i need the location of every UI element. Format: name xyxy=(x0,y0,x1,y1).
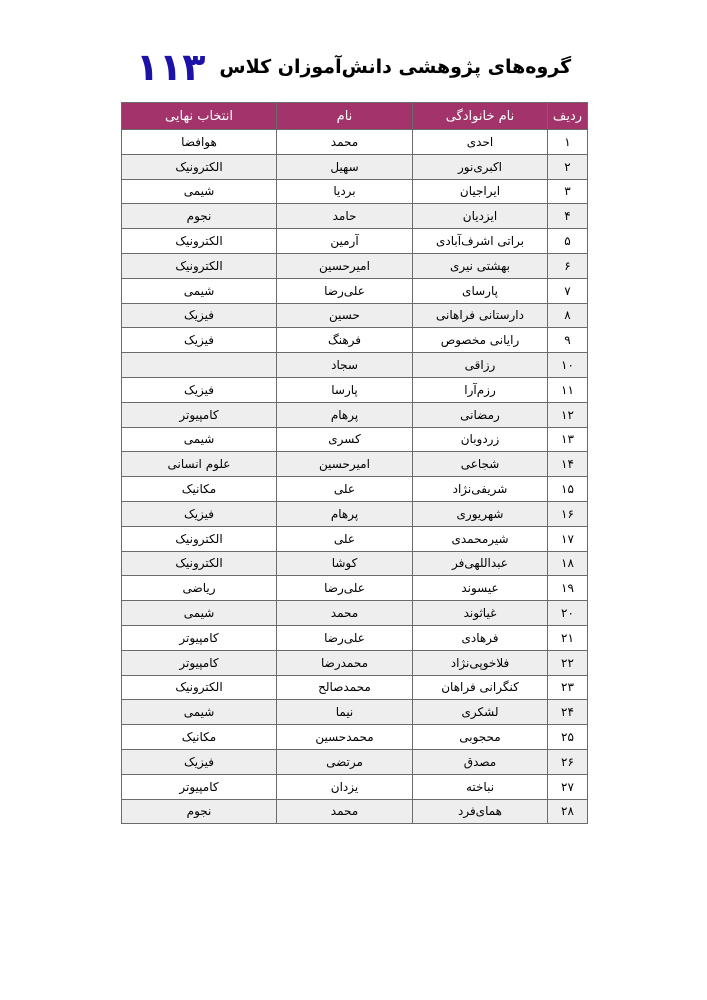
cell-final-choice: کامپیوتر xyxy=(122,774,277,799)
cell-row-number: ۲۵ xyxy=(548,725,588,750)
student-groups-table xyxy=(121,102,588,824)
cell-final-choice: هوافضا xyxy=(122,130,277,155)
cell-row-number: ۶ xyxy=(548,253,588,278)
cell-first-name: محمد xyxy=(277,130,413,155)
cell-first-name: یزدان xyxy=(277,774,413,799)
cell-first-name: بردیا xyxy=(277,179,413,204)
cell-final-choice: کامپیوتر xyxy=(122,625,277,650)
cell-row-number: ۷ xyxy=(548,278,588,303)
cell-family-name: همای‌فرد xyxy=(413,799,548,824)
cell-final-choice: فیزیک xyxy=(122,749,277,774)
cell-row-number: ۲۸ xyxy=(548,799,588,824)
cell-first-name: محمد xyxy=(277,799,413,824)
cell-first-name: علی xyxy=(277,477,413,502)
cell-row-number: ۲۴ xyxy=(548,700,588,725)
cell-row-number: ۱۴ xyxy=(548,452,588,477)
table-row xyxy=(122,427,588,452)
table-row xyxy=(122,402,588,427)
cell-final-choice: ریاضی xyxy=(122,576,277,601)
header-row-number: ردیف xyxy=(548,103,588,130)
cell-family-name: فرهادی xyxy=(413,625,548,650)
table-row xyxy=(122,650,588,675)
cell-first-name: پرهام xyxy=(277,402,413,427)
cell-row-number: ۲۶ xyxy=(548,749,588,774)
cell-row-number: ۱ xyxy=(548,130,588,155)
cell-row-number: ۱۹ xyxy=(548,576,588,601)
cell-final-choice: فیزیک xyxy=(122,501,277,526)
cell-row-number: ۲۷ xyxy=(548,774,588,799)
cell-family-name: غیاثوند xyxy=(413,601,548,626)
table-row xyxy=(122,303,588,328)
table-row xyxy=(122,154,588,179)
cell-first-name: علی‌رضا xyxy=(277,278,413,303)
cell-final-choice: شیمی xyxy=(122,427,277,452)
header-family-name: نام خانوادگی xyxy=(413,103,548,130)
cell-final-choice: مکانیک xyxy=(122,477,277,502)
cell-final-choice: شیمی xyxy=(122,601,277,626)
table-row xyxy=(122,253,588,278)
cell-family-name: رایانی مخصوص xyxy=(413,328,548,353)
table-row xyxy=(122,328,588,353)
table-row xyxy=(122,749,588,774)
cell-final-choice: شیمی xyxy=(122,700,277,725)
cell-final-choice: الکترونیک xyxy=(122,253,277,278)
page-title xyxy=(0,42,707,92)
table-row xyxy=(122,675,588,700)
table-row xyxy=(122,551,588,576)
cell-family-name: شریفی‌نژاد xyxy=(413,477,548,502)
cell-family-name: بهشتی نیری xyxy=(413,253,548,278)
cell-first-name: امیرحسین xyxy=(277,253,413,278)
cell-family-name: احدی xyxy=(413,130,548,155)
cell-row-number: ۹ xyxy=(548,328,588,353)
table-row xyxy=(122,501,588,526)
cell-first-name: سجاد xyxy=(277,353,413,378)
cell-final-choice: الکترونیک xyxy=(122,154,277,179)
cell-family-name: محجوبی xyxy=(413,725,548,750)
cell-final-choice: فیزیک xyxy=(122,328,277,353)
cell-first-name: علی‌رضا xyxy=(277,576,413,601)
cell-final-choice: شیمی xyxy=(122,278,277,303)
cell-first-name: علی‌رضا xyxy=(277,625,413,650)
cell-first-name: محمدصالح xyxy=(277,675,413,700)
table-row xyxy=(122,625,588,650)
cell-final-choice: الکترونیک xyxy=(122,229,277,254)
table-row xyxy=(122,799,588,824)
cell-final-choice xyxy=(122,353,277,378)
table-row xyxy=(122,204,588,229)
table-row xyxy=(122,725,588,750)
cell-row-number: ۲۰ xyxy=(548,601,588,626)
class-number: ۱۱۳ xyxy=(135,45,206,89)
cell-first-name: محمدرضا xyxy=(277,650,413,675)
cell-family-name: پارسای xyxy=(413,278,548,303)
cell-first-name: حسین xyxy=(277,303,413,328)
cell-first-name: نیما xyxy=(277,700,413,725)
cell-family-name: اکبری‌نور xyxy=(413,154,548,179)
cell-first-name: فرهنگ xyxy=(277,328,413,353)
cell-family-name: مصدق xyxy=(413,749,548,774)
table-row xyxy=(122,278,588,303)
cell-row-number: ۱۸ xyxy=(548,551,588,576)
cell-family-name: رزاقی xyxy=(413,353,548,378)
cell-family-name: رمضانی xyxy=(413,402,548,427)
cell-first-name: مرتضی xyxy=(277,749,413,774)
cell-family-name: کنگرانی فراهان xyxy=(413,675,548,700)
table-header-row xyxy=(122,103,588,130)
cell-row-number: ۱۷ xyxy=(548,526,588,551)
cell-row-number: ۸ xyxy=(548,303,588,328)
cell-family-name: فلاخوپی‌نژاد xyxy=(413,650,548,675)
cell-family-name: ایزدیان xyxy=(413,204,548,229)
cell-family-name: نباخته xyxy=(413,774,548,799)
cell-family-name: لشکری xyxy=(413,700,548,725)
table-row xyxy=(122,452,588,477)
cell-row-number: ۲۱ xyxy=(548,625,588,650)
cell-first-name: آرمین xyxy=(277,229,413,254)
cell-final-choice: شیمی xyxy=(122,179,277,204)
cell-row-number: ۴ xyxy=(548,204,588,229)
title-text: گروه‌های پژوهشی دانش‌آموزان کلاس xyxy=(219,56,572,78)
cell-first-name: سهیل xyxy=(277,154,413,179)
cell-final-choice: فیزیک xyxy=(122,377,277,402)
cell-family-name: زردوبان xyxy=(413,427,548,452)
cell-family-name: شهریوری xyxy=(413,501,548,526)
cell-final-choice: مکانیک xyxy=(122,725,277,750)
table-row xyxy=(122,353,588,378)
cell-first-name: پارسا xyxy=(277,377,413,402)
cell-final-choice: علوم انسانی xyxy=(122,452,277,477)
cell-first-name: پرهام xyxy=(277,501,413,526)
cell-first-name: علی xyxy=(277,526,413,551)
cell-final-choice: الکترونیک xyxy=(122,551,277,576)
cell-family-name: براتی اشرف‌آبادی xyxy=(413,229,548,254)
table-row xyxy=(122,526,588,551)
cell-family-name: عیسوند xyxy=(413,576,548,601)
cell-final-choice: نجوم xyxy=(122,204,277,229)
header-first-name: نام xyxy=(277,103,413,130)
cell-final-choice: الکترونیک xyxy=(122,675,277,700)
cell-row-number: ۳ xyxy=(548,179,588,204)
cell-family-name: رزم‌آرا xyxy=(413,377,548,402)
cell-row-number: ۲ xyxy=(548,154,588,179)
cell-final-choice: کامپیوتر xyxy=(122,650,277,675)
table-row xyxy=(122,130,588,155)
cell-family-name: عبداللهی‌فر xyxy=(413,551,548,576)
cell-final-choice: کامپیوتر xyxy=(122,402,277,427)
cell-first-name: حامد xyxy=(277,204,413,229)
cell-final-choice: الکترونیک xyxy=(122,526,277,551)
header-final-choice: انتخاب نهایی xyxy=(122,103,277,130)
table-body xyxy=(122,130,588,824)
cell-row-number: ۲۲ xyxy=(548,650,588,675)
cell-first-name: کوشا xyxy=(277,551,413,576)
table-row xyxy=(122,229,588,254)
table-row xyxy=(122,377,588,402)
cell-row-number: ۱۱ xyxy=(548,377,588,402)
cell-row-number: ۱۶ xyxy=(548,501,588,526)
table-row xyxy=(122,700,588,725)
cell-family-name: شیرمحمدی xyxy=(413,526,548,551)
cell-row-number: ۱۰ xyxy=(548,353,588,378)
cell-family-name: شجاعی xyxy=(413,452,548,477)
cell-row-number: ۲۳ xyxy=(548,675,588,700)
cell-row-number: ۱۲ xyxy=(548,402,588,427)
cell-row-number: ۱۳ xyxy=(548,427,588,452)
cell-row-number: ۱۵ xyxy=(548,477,588,502)
cell-final-choice: نجوم xyxy=(122,799,277,824)
table-row xyxy=(122,179,588,204)
table-row xyxy=(122,477,588,502)
cell-final-choice: فیزیک xyxy=(122,303,277,328)
table-row xyxy=(122,774,588,799)
cell-family-name: دارستانی فراهانی xyxy=(413,303,548,328)
cell-first-name: امیرحسین xyxy=(277,452,413,477)
cell-family-name: ایراجیان xyxy=(413,179,548,204)
table-row xyxy=(122,601,588,626)
cell-first-name: محمد xyxy=(277,601,413,626)
table-row xyxy=(122,576,588,601)
cell-first-name: محمدحسین xyxy=(277,725,413,750)
cell-row-number: ۵ xyxy=(548,229,588,254)
cell-first-name: کسری xyxy=(277,427,413,452)
